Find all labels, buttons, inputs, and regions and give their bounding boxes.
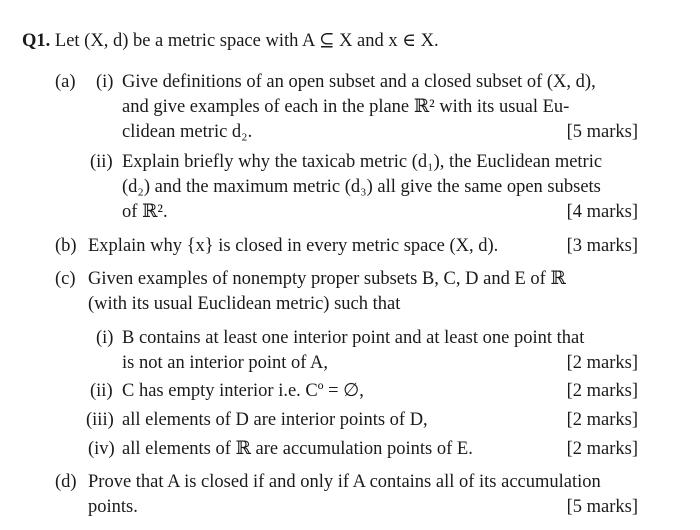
part-c-iv-label: (iv) bbox=[88, 439, 115, 459]
part-d-line-2: points. bbox=[88, 497, 138, 517]
part-c-iv-marks: [2 marks] bbox=[566, 439, 638, 459]
part-c-i-label: (i) bbox=[96, 328, 114, 348]
part-a-ii-line-1: Explain briefly why the taxicab metric (d₁), the Euclidean metric bbox=[122, 152, 603, 172]
part-c-ii-label: (ii) bbox=[90, 381, 113, 401]
part-c-iv-line-1: all elements of ℝ are accumulation points of E. bbox=[122, 439, 473, 459]
part-a-i-line-2: and give examples of each in the plane ℝ² with its usual Eu- bbox=[122, 97, 570, 117]
part-a-ii-line-2: (d₂) and the maximum metric (d₃) all give the same open subsets bbox=[122, 177, 601, 197]
part-d-marks: [5 marks] bbox=[566, 497, 638, 517]
part-d-line-1: Prove that A is closed if and only if A contains all of its accumulation bbox=[88, 472, 601, 492]
part-a-ii-label: (ii) bbox=[90, 152, 113, 172]
part-a-i-label: (i) bbox=[96, 72, 114, 92]
part-c-i-line-1: B contains at least one interior point and at least one point that bbox=[122, 328, 585, 348]
part-c-line-2: (with its usual Euclidean metric) such that bbox=[88, 294, 401, 314]
part-a-i-line-3: clidean metric d₂. bbox=[122, 122, 253, 142]
part-c-ii-line-1: C has empty interior i.e. Cº = ∅, bbox=[122, 381, 364, 401]
part-b-marks: [3 marks] bbox=[566, 236, 638, 256]
part-c-ii-marks: [2 marks] bbox=[566, 381, 638, 401]
part-c-iii-label: (iii) bbox=[86, 410, 114, 430]
part-a-i-marks: [5 marks] bbox=[566, 122, 638, 142]
part-c-line-1: Given examples of nonempty proper subsets B, C, D and E of ℝ bbox=[88, 269, 566, 289]
part-b-label: (b) bbox=[55, 236, 77, 256]
part-c-i-marks: [2 marks] bbox=[566, 353, 638, 373]
part-c-iii-line-1: all elements of D are interior points of D, bbox=[122, 410, 428, 430]
part-c-i-line-2: is not an interior point of A, bbox=[122, 353, 329, 373]
question-intro-text: Let (X, d) be a metric space with A ⊆ X and x ∈ X. bbox=[54, 31, 439, 51]
part-c-label: (c) bbox=[55, 269, 76, 289]
part-c-iii-marks: [2 marks] bbox=[566, 410, 638, 430]
part-d-label: (d) bbox=[55, 472, 77, 492]
part-a-i-line-1: Give definitions of an open subset and a closed subset of (X, d), bbox=[122, 72, 596, 92]
part-b-line-1: Explain why {x} is closed in every metric space (X, d). bbox=[88, 236, 499, 256]
question-number: Q1. bbox=[22, 31, 51, 51]
question-intro bbox=[22, 30, 439, 52]
part-a-ii-line-3: of ℝ². bbox=[122, 202, 168, 222]
part-a-ii-marks: [4 marks] bbox=[566, 202, 638, 222]
part-a-label: (a) bbox=[55, 72, 76, 92]
